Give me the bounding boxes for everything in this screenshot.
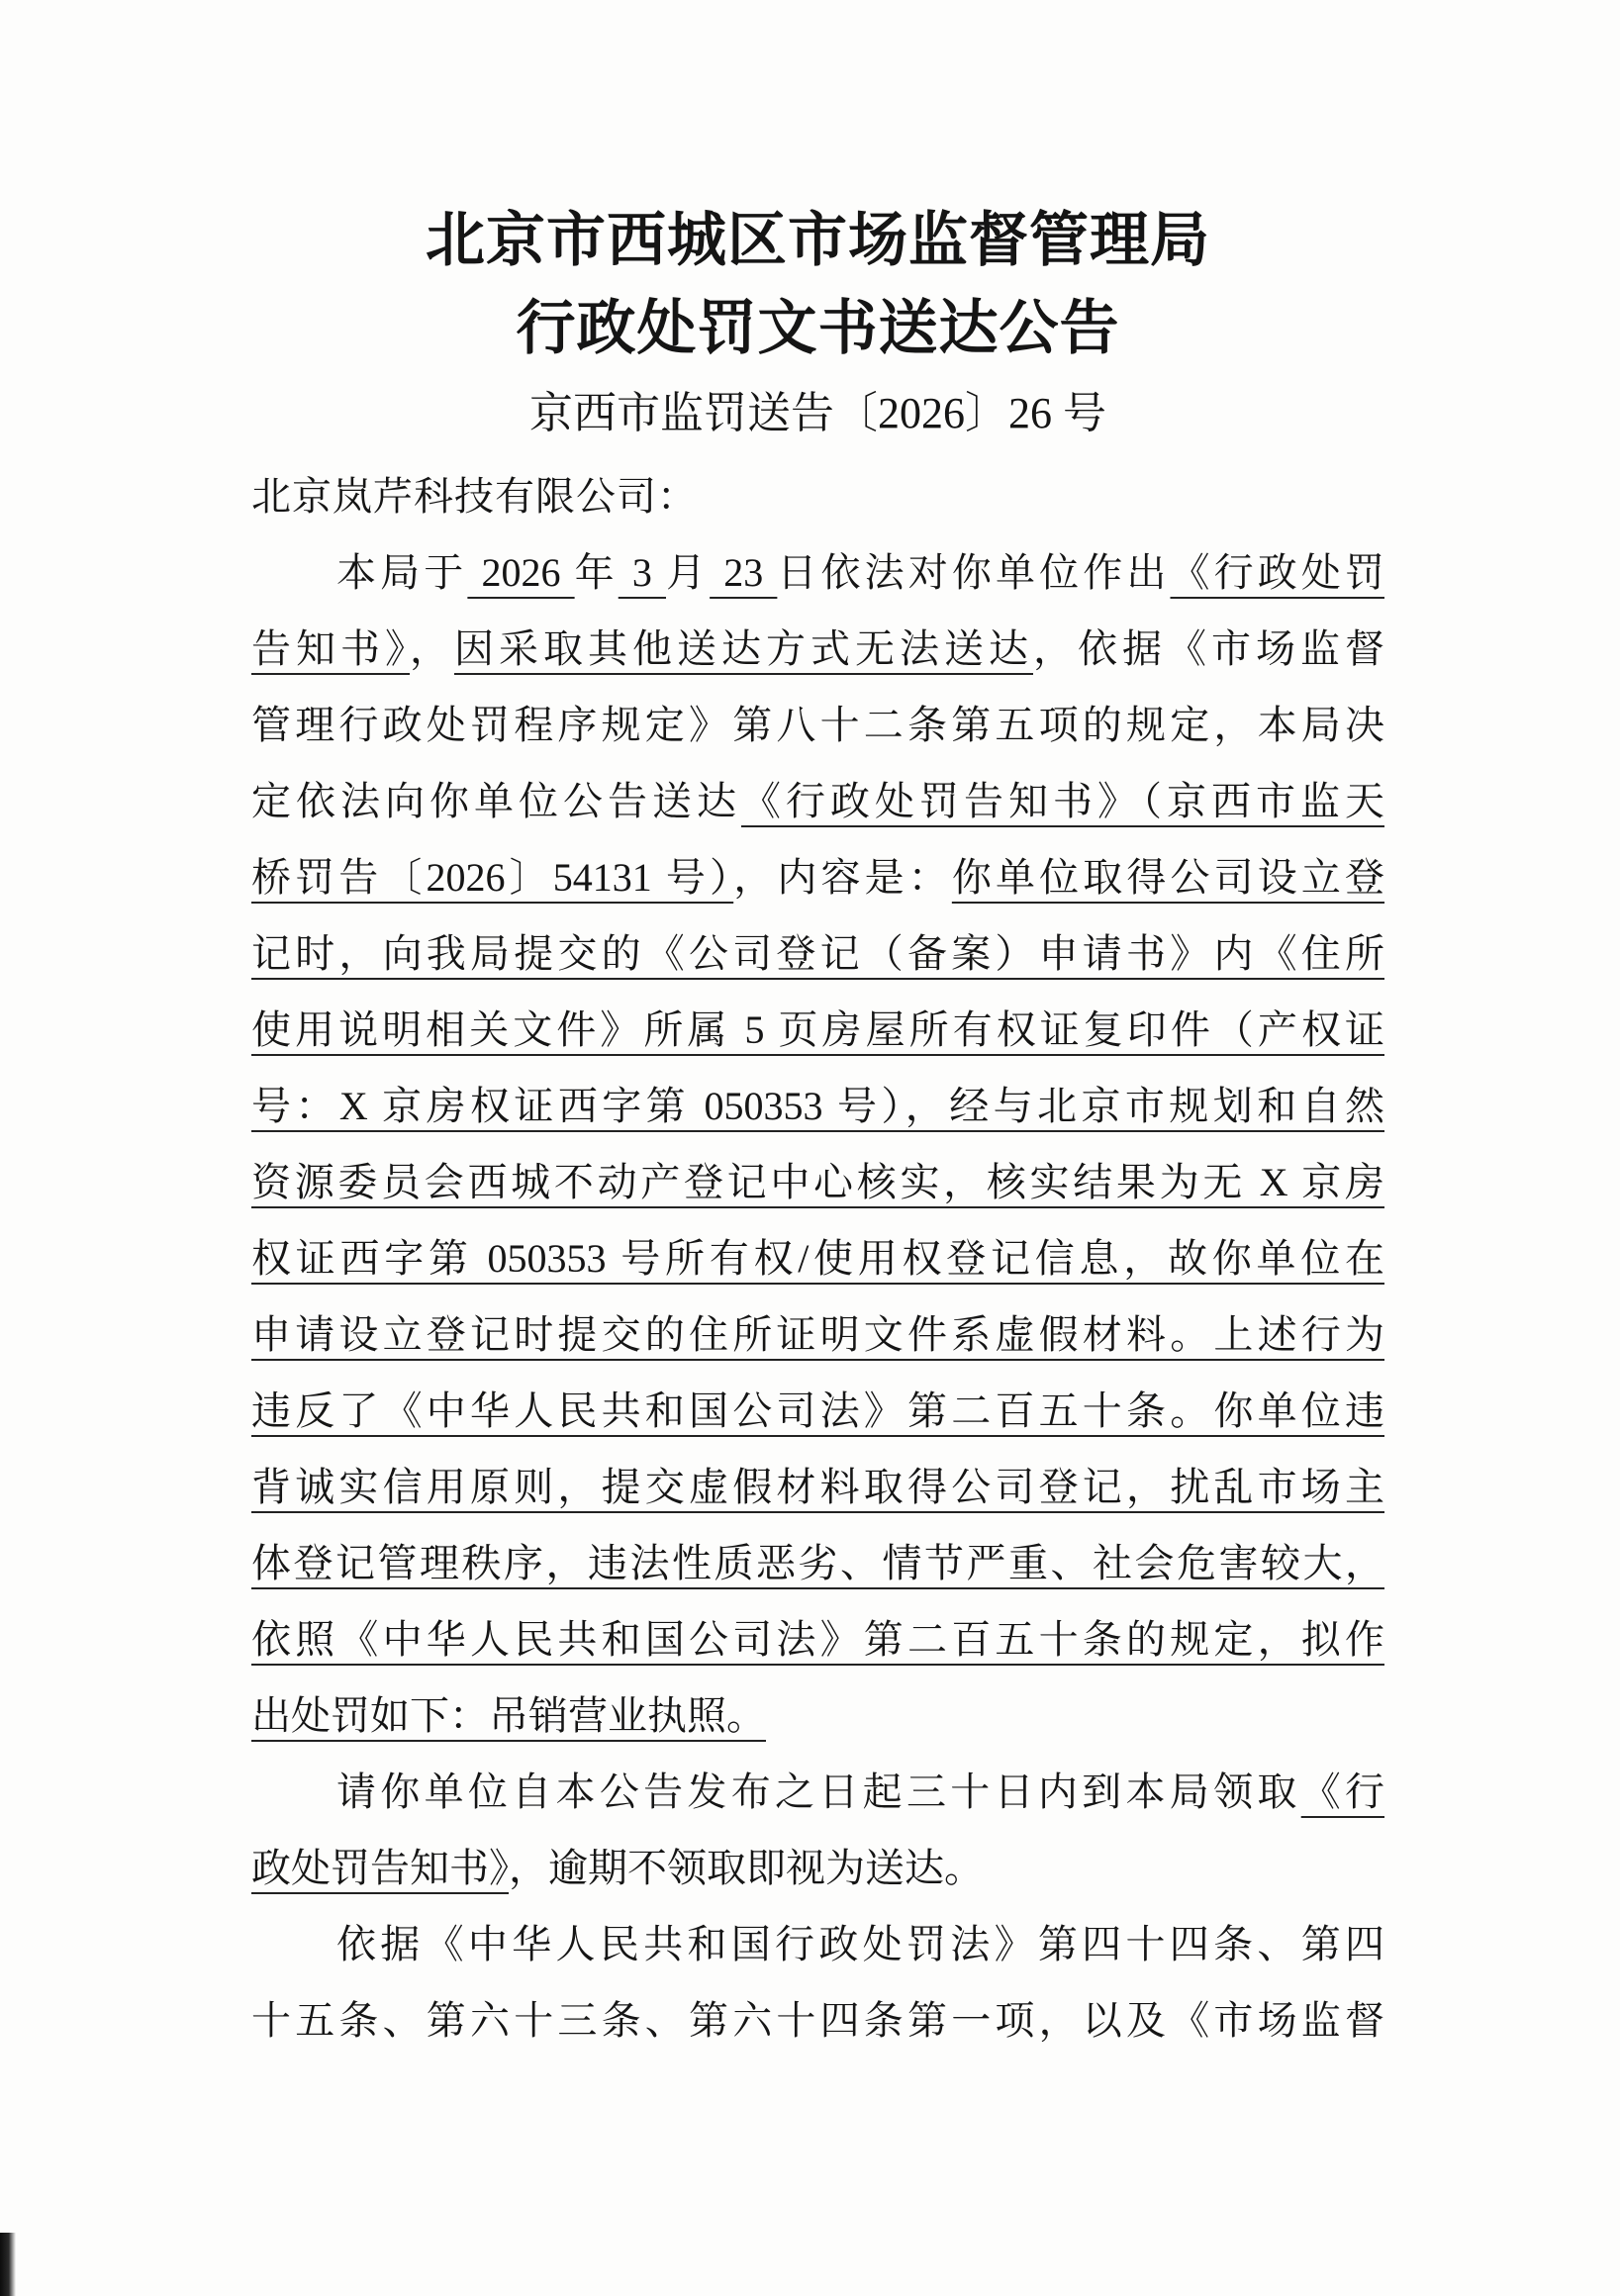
body-line [251, 839, 1384, 915]
body-paragraphs [251, 534, 1384, 2058]
underlined-text: 因采取其他送达方式无法送达 [454, 626, 1033, 671]
body-line [251, 992, 1384, 1068]
body-line [251, 1296, 1384, 1373]
underlined-text: 出处罚如下：吊销营业执照。 [251, 1693, 766, 1738]
title-line-1: 北京市西城区市场监督管理局 [426, 208, 1210, 273]
document-number: 京西市监罚送告〔2026〕26 号 [529, 389, 1106, 437]
body-text: 十五条、第六十三条、第六十四条第一项，以及《市场监督 [251, 1998, 1384, 2043]
body-line [251, 1068, 1384, 1144]
underlined-text: 《行政处罚 [1170, 550, 1384, 595]
title-line-2: 行政处罚文书送达公告 [516, 296, 1120, 361]
underlined-text: 桥罚告〔2026〕54131 号） [251, 855, 734, 900]
body-text: 请你单位自本公告发布之日起三十日内到本局领取 [336, 1770, 1301, 1814]
underlined-text: 记时，向我局提交的《公司登记（备案）申请书》内《住所 [251, 931, 1384, 976]
underlined-text: 2026 [467, 550, 575, 595]
underlined-text: 《行政处罚告知书》（京西市监天 [741, 779, 1384, 823]
body-line [251, 1754, 1384, 1830]
body-line [251, 915, 1384, 992]
underlined-text: 体登记管理秩序，违法性质恶劣、情节严重、社会危害较大， [251, 1541, 1384, 1585]
underlined-text: 告知书》 [251, 626, 410, 671]
underlined-text: 权证西字第 050353 号所有权/使用权登记信息，故你单位在 [251, 1236, 1384, 1281]
addressee: 北京岚芹科技有限公司： [251, 474, 698, 519]
body-line [251, 534, 1384, 611]
body-text: 年 [574, 550, 619, 595]
underlined-text: 违反了《中华人民共和国公司法》第二百五十条。你单位违 [251, 1388, 1384, 1433]
body-line [251, 1982, 1384, 2058]
body-line [251, 1144, 1384, 1220]
body-text: ，逾期不领取即视为送达。 [509, 1846, 984, 1890]
paragraph-3 [251, 1906, 1384, 2058]
body-line [251, 611, 1384, 687]
underlined-text: 申请设立登记时提交的住所证明文件系虚假材料。上述行为 [251, 1312, 1384, 1357]
underlined-text: 背诚实信用原则，提交虚假材料取得公司登记，扰乱市场主 [251, 1465, 1384, 1509]
body-line [251, 1449, 1384, 1525]
body-line [251, 1525, 1384, 1601]
body-text: ，内容是： [733, 855, 952, 900]
underlined-text: 你单位取得公司设立登 [951, 855, 1385, 900]
body-text: 管理行政处罚程序规定》第八十二条第五项的规定，本局决 [251, 703, 1384, 747]
body-line [251, 763, 1384, 839]
body-text: 月 [666, 550, 711, 595]
body-text: 日依法对你单位作出 [777, 550, 1171, 595]
body-line [251, 1677, 1384, 1754]
paragraph-2 [251, 1754, 1384, 1906]
body-text: 定依法向你单位公告送达 [251, 779, 741, 823]
underlined-text: 资源委员会西城不动产登记中心核实，核实结果为无 X 京房 [251, 1160, 1384, 1204]
underlined-text: 使用说明相关文件》所属 5 页房屋所有权证复印件（产权证 [251, 1007, 1384, 1052]
underlined-text: 政处罚告知书》 [251, 1846, 509, 1890]
paragraph-1 [251, 534, 1384, 1754]
body-text: 依据《中华人民共和国行政处罚法》第四十四条、第四 [336, 1922, 1384, 1966]
body-line [251, 1830, 1384, 1906]
underlined-text: 依照《中华人民共和国公司法》第二百五十条的规定，拟作 [251, 1617, 1384, 1662]
body-line [251, 1373, 1384, 1449]
body-text: ， [410, 626, 454, 671]
underlined-text: 《行 [1300, 1770, 1385, 1814]
underlined-text: 3 [618, 550, 666, 595]
underlined-text: 23 [710, 550, 778, 595]
body-line [251, 1601, 1384, 1677]
body-line [251, 687, 1384, 763]
underlined-text: 号：X 京房权证西字第 050353 号），经与北京市规划和自然 [251, 1084, 1384, 1128]
scan-edge-shadow [0, 2233, 16, 2296]
body-line [251, 1220, 1384, 1296]
body-text: ，依据《市场监督 [1033, 626, 1384, 671]
document-body [251, 458, 1384, 2058]
body-text: 本局于 [336, 550, 468, 595]
document-title [251, 197, 1384, 373]
body-line [251, 1906, 1384, 1982]
